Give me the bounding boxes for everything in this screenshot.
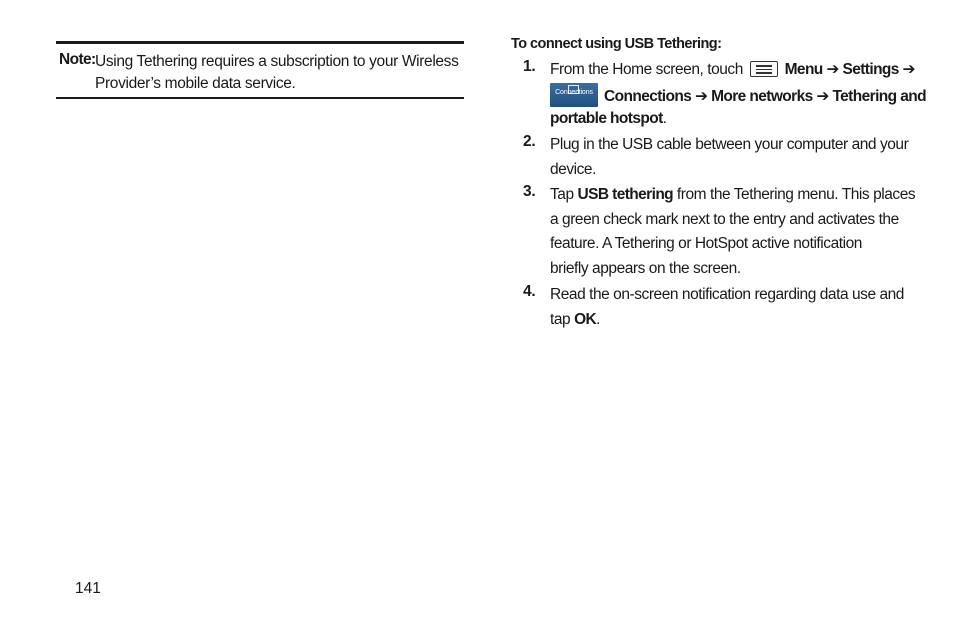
step-end: . bbox=[662, 110, 667, 127]
step-text: Tap bbox=[550, 186, 574, 203]
step-number: 2. bbox=[523, 133, 536, 150]
menu-icon bbox=[750, 61, 778, 77]
step-2-line-1: Plug in the USB cable between your computer and your bbox=[550, 136, 909, 153]
step-3-line-2: a green check mark next to the entry and activates the bbox=[550, 210, 899, 228]
note-line-2: Provider’s mobile data service. bbox=[95, 75, 296, 92]
note-box bbox=[56, 41, 464, 99]
step-1-line-1 bbox=[550, 58, 915, 83]
menu-path: Menu ➔ Settings ➔ bbox=[784, 61, 915, 78]
hotspot-path: portable hotspot bbox=[550, 110, 663, 127]
step-text: tap bbox=[550, 310, 571, 328]
step-3-line-1 bbox=[550, 183, 916, 208]
usb-tethering-label: USB tethering bbox=[577, 186, 674, 203]
step-body bbox=[550, 283, 910, 332]
step-2-line-2: device. bbox=[550, 160, 596, 178]
step-4-line-1: Read the on-screen notification regarding data use and bbox=[550, 286, 904, 303]
step-body bbox=[550, 58, 926, 132]
step-4-line-2 bbox=[550, 308, 910, 333]
step-text: from the Tethering menu. This places bbox=[676, 186, 916, 203]
step-number: 1. bbox=[523, 58, 536, 75]
note-line-1: Using Tethering requires a subscription to your Wireless bbox=[95, 53, 459, 70]
step-body bbox=[550, 183, 916, 281]
step-text: From the Home screen, touch bbox=[550, 61, 743, 78]
section-heading: To connect using USB Tethering: bbox=[511, 36, 722, 52]
connections-tile-icon bbox=[550, 83, 598, 107]
step-number: 3. bbox=[523, 183, 536, 200]
step-body bbox=[550, 133, 910, 182]
note-text bbox=[95, 51, 461, 95]
step-number: 4. bbox=[523, 283, 536, 300]
connections-path: Connections ➔ More networks ➔ Tethering and bbox=[604, 87, 926, 105]
step-end: . bbox=[596, 310, 600, 328]
step-3-line-4: briefly appears on the screen. bbox=[550, 259, 741, 277]
step-3-line-3: feature. A Tethering or HotSpot active notification bbox=[550, 235, 862, 252]
note-label: Note: bbox=[59, 51, 96, 68]
page-number: 141 bbox=[75, 580, 101, 597]
step-1-line-2 bbox=[550, 83, 926, 108]
ok-label: OK bbox=[574, 310, 597, 328]
step-1-line-3 bbox=[550, 107, 910, 132]
connections-tile-label: Connections bbox=[555, 89, 593, 96]
